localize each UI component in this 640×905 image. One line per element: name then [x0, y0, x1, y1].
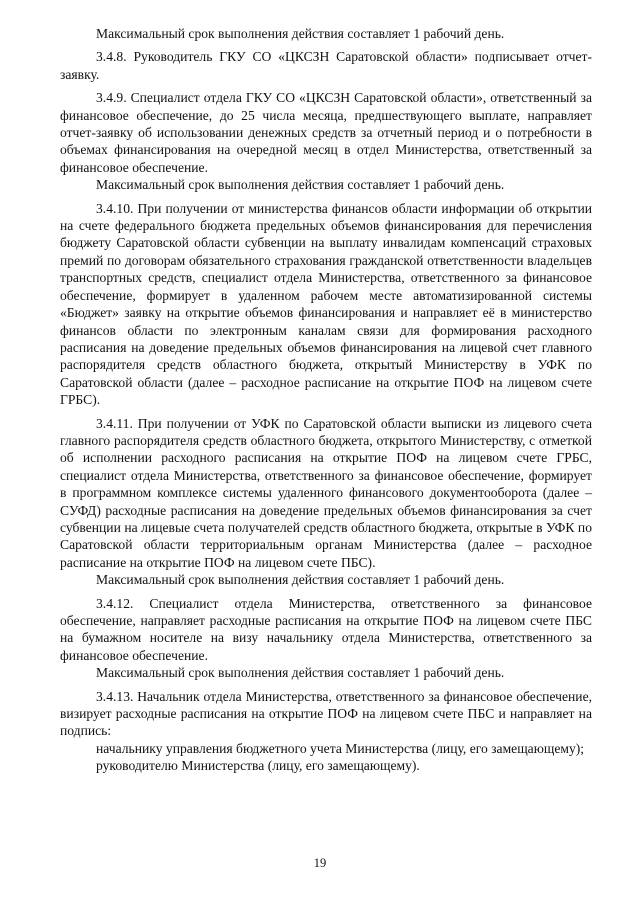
- document-body: [60, 25, 592, 775]
- list-item-head-of-accounting: начальнику управления бюджетного учета Министерства (лицу, его замещающему);: [96, 740, 585, 756]
- paragraph-3-4-12: 3.4.12. Специалист отдела Министерства, ответственного за финансовое обеспечение, направляет расходные расписания на открытие ПОФ на лицевом счете ПБС на бумажном носителе на визу начальнику отдела Министерства, ответственного за финансовое обеспечение.: [60, 595, 592, 663]
- paragraph-deadline-4: Максимальный срок выполнения действия составляет 1 рабочий день.: [96, 665, 505, 681]
- paragraph-deadline-2: Максимальный срок выполнения действия составляет 1 рабочий день.: [96, 177, 505, 193]
- list-item-head-of-ministry: руководителю Министерства (лицу, его замещающему).: [96, 758, 420, 774]
- paragraph-deadline-1: Максимальный срок выполнения действия составляет 1 рабочий день.: [96, 26, 505, 41]
- paragraph-deadline-3: Максимальный срок выполнения действия составляет 1 рабочий день.: [96, 572, 505, 588]
- paragraph-3-4-13: 3.4.13. Начальник отдела Министерства, ответственного за финансовое обеспечение, визирует расходные расписания на открытие ПОФ на лицевом счете ПБС и направляет на подпись:: [60, 688, 592, 739]
- paragraph-3-4-11: 3.4.11. При получении от УФК по Саратовской области выписки из лицевого счета главного распорядителя средств областного бюджета, открытого Министерству, с отметкой об исполнении расходного расписания на открытие ПОФ на лицевом счете ГРБС, специалист отдела Министерства, ответственного за финансовое обеспечение, формирует в программном комплексе системы удаленного финансового документооборота (далее – СУФД) расходные расписания на доведение предельных объемов финансирования за счет субвенции на лицевые счета получателей средств областного бюджета, открытые в УФК по Саратовской области территориальным органам Министерства (далее – расходное расписание на открытие ПОФ на лицевом счете ПБС).: [60, 415, 592, 570]
- page-number: 19: [313, 856, 327, 870]
- paragraph-3-4-8: 3.4.8. Руководитель ГКУ СО «ЦКСЗН Саратовской области» подписывает отчет-заявку.: [60, 49, 592, 82]
- paragraph-3-4-10: 3.4.10. При получении от министерства финансов области информации об открытии на счете федерального бюджета предельных объемов финансирования для перечисления бюджету Саратовской области субвенции на выплату инвалидам компенсаций страховых премий по договорам обязательного страхования гражданской ответственности владельцев транспортных средств, специалист отдела Министерства, ответственного за финансовое обеспечение, формирует в удаленном рабочем месте автоматизированной системы «Бюджет» заявку на открытие объемов финансирования и направляет её в министерство финансов области по электронным каналам связи для формирования расходного расписания на доведение предельных объемов финансирования на лицевой счет главного распорядителя средств областного бюджета, открытый Министерству в УФК по Саратовской области (далее – расходное расписание на открытие ПОФ на лицевом счете ГРБС).: [60, 200, 592, 408]
- paragraph-3-4-9: 3.4.9. Специалист отдела ГКУ СО «ЦКСЗН Саратовской области», ответственный за финансовое обеспечение, до 25 числа месяца, предшествующего выплате, направляет отчет-заявку об использовании денежных средств за отчетный период и о потребности в объемах финансирования на очередной месяц в отдел Министерства, ответственный за финансовое обеспечение.: [60, 90, 592, 175]
